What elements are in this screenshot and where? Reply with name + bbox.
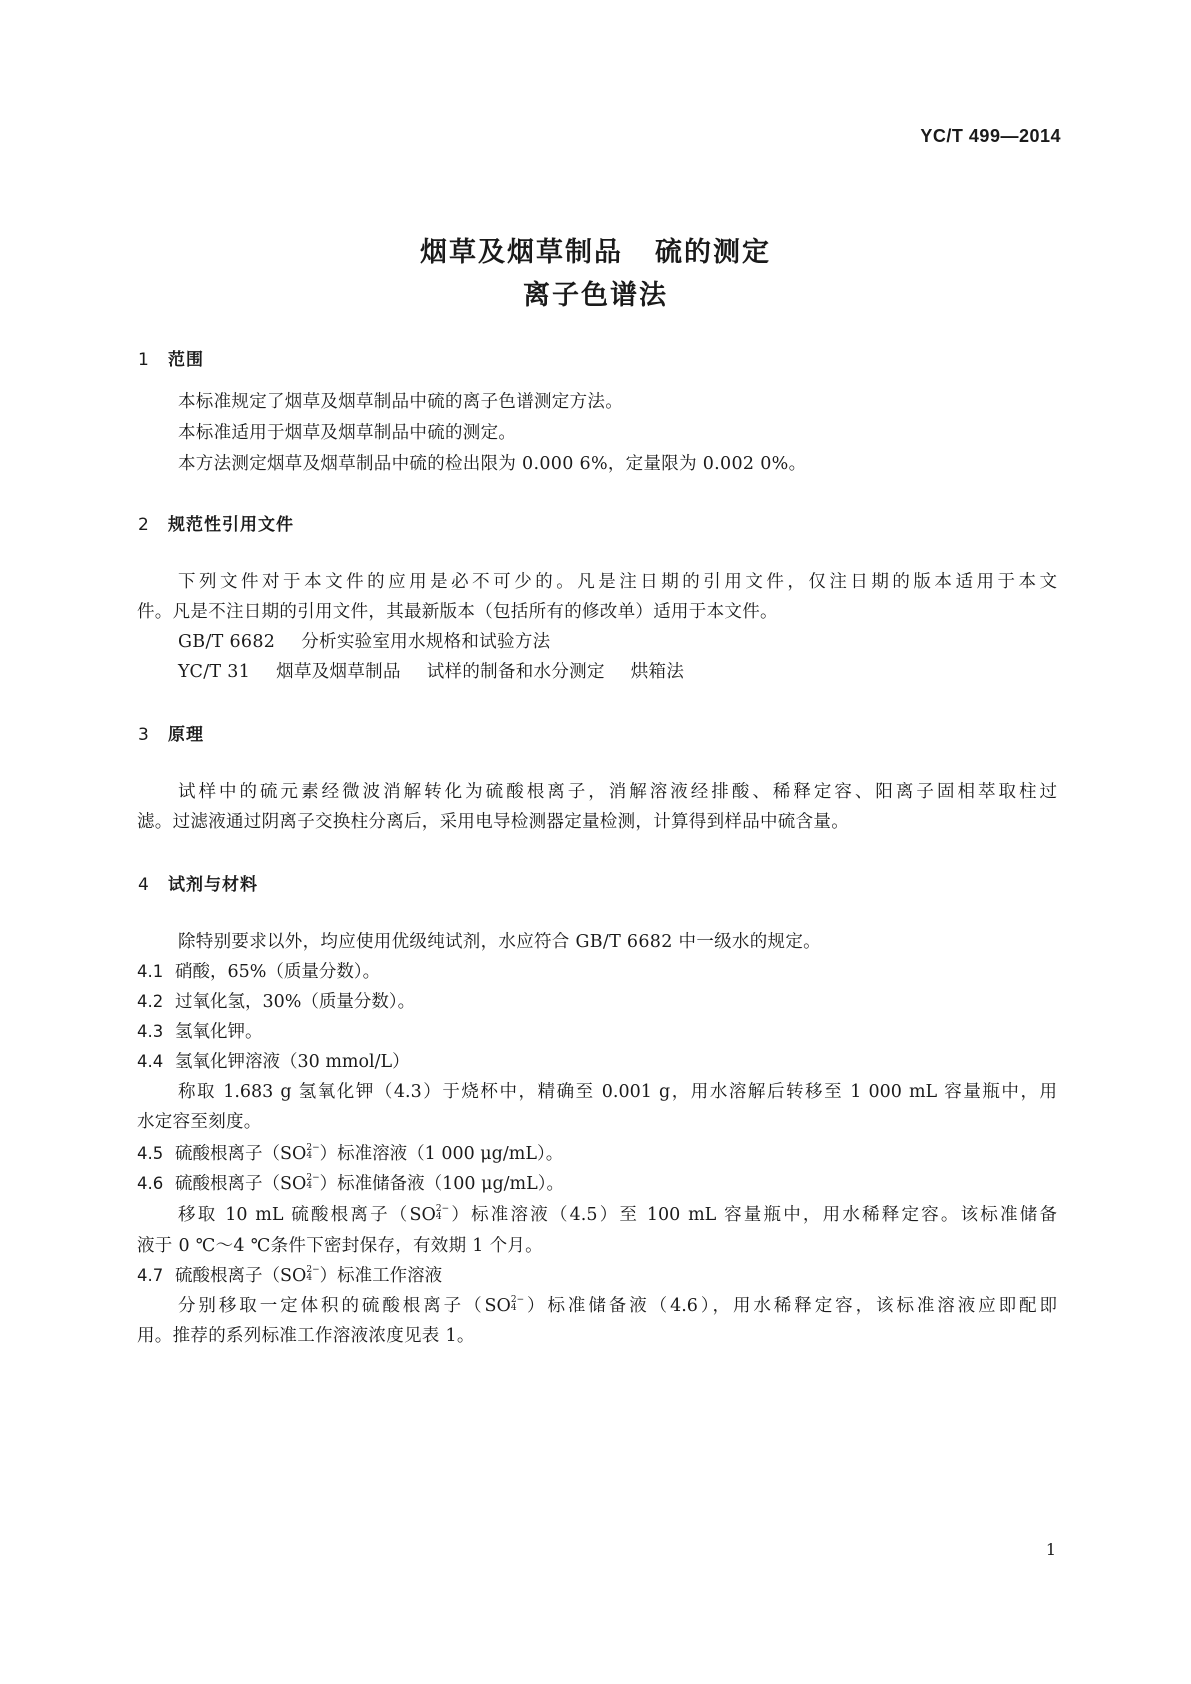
reference-title: 烟草及烟草制品	[276, 662, 401, 682]
section-1-heading	[138, 345, 204, 370]
section-3-heading	[138, 720, 204, 745]
sulfate-charge	[306, 1266, 319, 1282]
document-title-line1	[0, 230, 1191, 269]
paragraph-line	[178, 1292, 1057, 1317]
page-number: 1	[1045, 1540, 1056, 1559]
paragraph-line: 下列文件对于本文件的应用是必不可少的。凡是注日期的引用文件，仅注日期的版本适用于本文	[178, 572, 1057, 592]
sulfate-charge	[511, 1296, 524, 1312]
superscript: 2−	[306, 1264, 320, 1275]
section-title: 范围	[168, 350, 204, 370]
clause-text: 硫酸根离子（SO	[175, 1144, 307, 1164]
clause-text: ）标准溶液（1 000 μg/mL）。	[319, 1144, 564, 1164]
reference-code: YC/T 31	[178, 662, 251, 682]
superscript: 2−	[306, 1172, 320, 1183]
paragraph: 本标准规定了烟草及烟草制品中硫的离子色谱测定方法。	[178, 392, 623, 412]
sulfate-charge	[306, 1144, 319, 1160]
normative-reference	[178, 658, 684, 683]
paragraph-line: 滤。过滤液通过阴离子交换柱分离后，采用电导检测器定量检测，计算得到样品中硫含量。	[137, 812, 849, 832]
clause-4-5	[137, 1140, 563, 1165]
clause-4-7	[137, 1262, 442, 1287]
clause-number: 4.3	[137, 1022, 164, 1041]
text: ）标准储备液（4.6），用水稀释定容，该标准溶液应即配即	[524, 1296, 1057, 1316]
reference-title: 分析实验室用水规格和试验方法	[301, 632, 551, 652]
paragraph: 除特别要求以外，均应使用优级纯试剂，水应符合 GB/T 6682 中一级水的规定。	[178, 932, 821, 952]
sulfate-charge	[436, 1205, 449, 1221]
section-title: 试剂与材料	[168, 875, 258, 895]
superscript: 2−	[306, 1142, 320, 1153]
clause-number: 4.5	[137, 1144, 164, 1163]
clause-text: ）标准工作溶液	[319, 1266, 443, 1286]
title-part-b: 硫的测定	[655, 237, 771, 268]
paragraph-line: 试样中的硫元素经微波消解转化为硫酸根离子，消解溶液经排酸、稀释定容、阳离子固相萃取柱过	[178, 782, 1057, 802]
clause-number: 4.2	[137, 992, 164, 1011]
text: 分别移取一定体积的硫酸根离子（SO	[178, 1296, 511, 1316]
clause-4-1	[137, 958, 380, 983]
clause-text: 氢氧化钾溶液（30 mmol/L）	[175, 1052, 410, 1072]
clause-number: 4.7	[137, 1266, 164, 1285]
superscript: 2−	[510, 1294, 525, 1305]
section-number: 3	[138, 725, 150, 745]
clause-text: 氢氧化钾。	[175, 1022, 263, 1042]
clause-text: 过氧化氢，30%（质量分数）。	[175, 992, 416, 1012]
subscript: 4	[306, 1272, 313, 1283]
section-number: 1	[138, 350, 150, 370]
subscript: 4	[306, 1150, 313, 1161]
paragraph-line	[178, 1201, 1057, 1226]
standard-code: YC/T 499—2014	[920, 126, 1061, 146]
paragraph-line: 水定容至刻度。	[137, 1112, 262, 1132]
subscript: 4	[510, 1302, 517, 1313]
paragraph-line: 用。推荐的系列标准工作溶液浓度见表 1。	[137, 1326, 475, 1346]
text: ）标准溶液（4.5）至 100 mL 容量瓶中，用水稀释定容。该标准储备	[449, 1205, 1057, 1225]
section-title: 原理	[168, 725, 204, 745]
clause-text: 硫酸根离子（SO	[175, 1174, 307, 1194]
paragraph-line: 液于 0 ℃～4 ℃条件下密封保存，有效期 1 个月。	[137, 1236, 543, 1256]
clause-text: 硝酸，65%（质量分数）。	[175, 962, 381, 982]
document-title-line2: 离子色谱法	[523, 280, 668, 311]
clause-number: 4.4	[137, 1052, 164, 1071]
clause-4-3	[137, 1018, 263, 1043]
clause-number: 4.6	[137, 1174, 164, 1193]
section-2-heading	[138, 510, 294, 535]
superscript: 2−	[435, 1203, 450, 1214]
reference-title: 试样的制备和水分测定	[426, 662, 605, 682]
paragraph-line: 称取 1.683 g 氢氧化钾（4.3）于烧杯中，精确至 0.001 g，用水溶解后转移至 1 000 mL 容量瓶中，用	[178, 1082, 1057, 1102]
paragraph-line: 件。凡是不注日期的引用文件，其最新版本（包括所有的修改单）适用于本文件。	[137, 602, 778, 622]
clause-text: 硫酸根离子（SO	[175, 1266, 307, 1286]
clause-4-2	[137, 988, 415, 1013]
section-number: 2	[138, 515, 150, 535]
paragraph: 本方法测定烟草及烟草制品中硫的检出限为 0.000 6%，定量限为 0.002 0%。	[178, 454, 807, 474]
reference-title: 烘箱法	[630, 662, 685, 682]
section-title: 规范性引用文件	[168, 515, 294, 535]
clause-number: 4.1	[137, 962, 164, 981]
subscript: 4	[435, 1211, 442, 1222]
subscript: 4	[306, 1180, 313, 1191]
section-4-heading	[138, 870, 258, 895]
title-part-a: 烟草及烟草制品	[420, 237, 623, 268]
clause-4-6	[137, 1170, 564, 1195]
section-number: 4	[138, 875, 150, 895]
clause-text: ）标准储备液（100 μg/mL）。	[319, 1174, 565, 1194]
text: 移取 10 mL 硫酸根离子（SO	[178, 1205, 436, 1225]
clause-4-4	[137, 1048, 410, 1073]
paragraph: 本标准适用于烟草及烟草制品中硫的测定。	[178, 423, 517, 443]
normative-reference	[178, 628, 550, 653]
reference-code: GB/T 6682	[178, 632, 276, 652]
sulfate-charge	[306, 1174, 319, 1190]
